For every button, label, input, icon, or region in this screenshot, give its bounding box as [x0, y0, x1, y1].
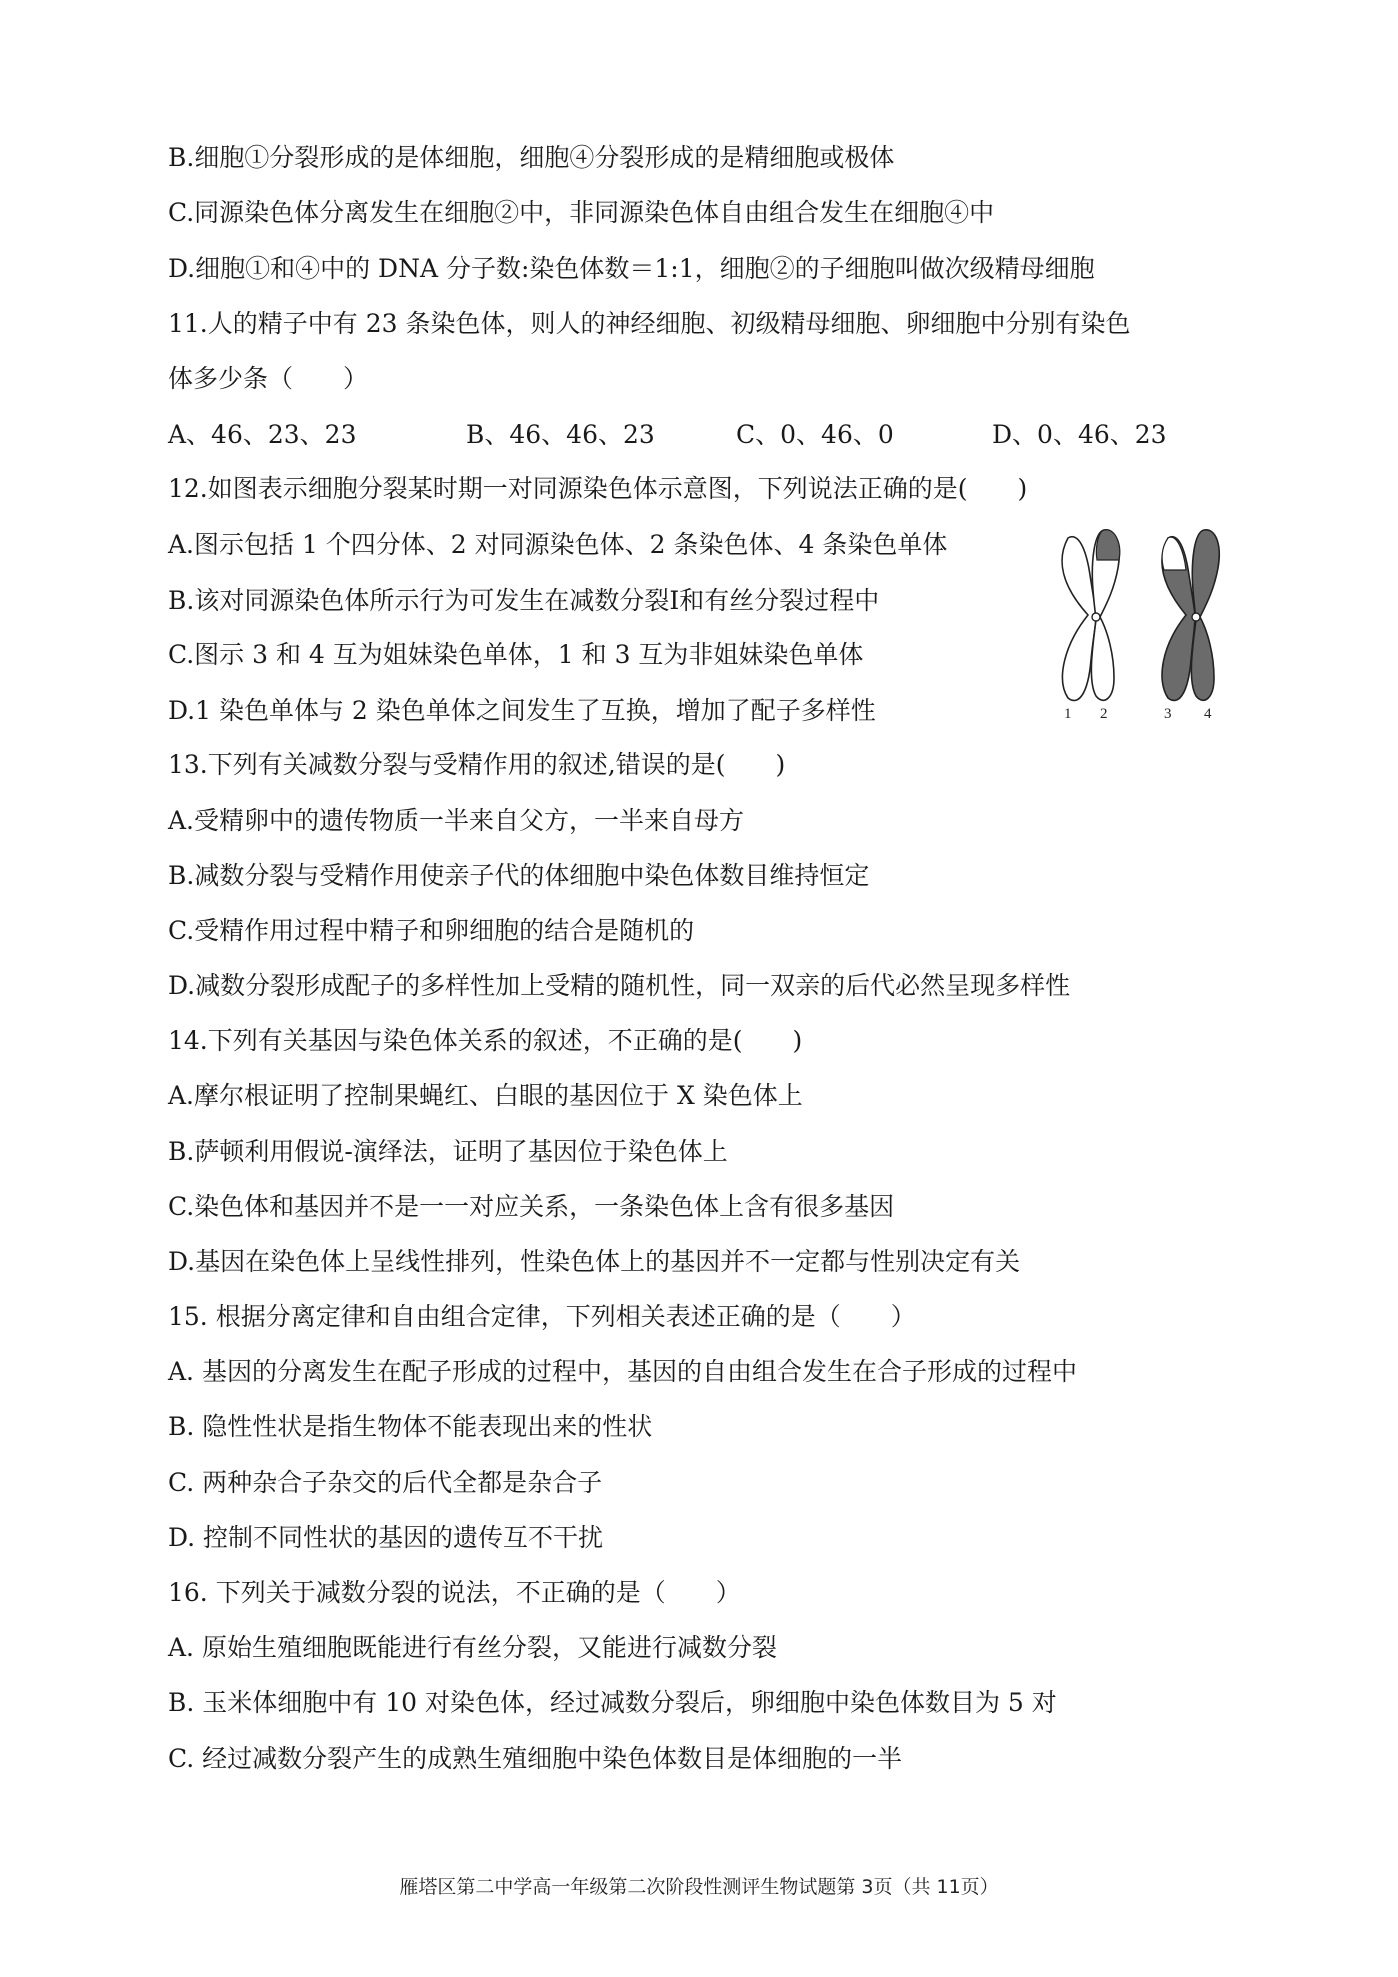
- text-line: A. 基因的分离发生在配子形成的过程中，基因的自由组合发生在合子形成的过程中: [168, 1357, 1077, 1386]
- text-line: B.减数分裂与受精作用使亲子代的体细胞中染色体数目维持恒定: [168, 861, 870, 890]
- text-line: B. 隐性性状是指生物体不能表现出来的性状: [168, 1412, 653, 1441]
- text-line: A.受精卵中的遗传物质一半来自父方，一半来自母方: [168, 806, 745, 835]
- option-c: C、0、46、0: [736, 420, 894, 449]
- figure-label-1: 1: [1064, 706, 1072, 720]
- text-line: 体多少条（ ）: [168, 364, 369, 393]
- question-16: 16. 下列关于减数分裂的说法，不正确的是（ ）: [168, 1578, 741, 1607]
- figure-label-2: 2: [1100, 706, 1108, 720]
- option-a: A、46、23、23: [168, 420, 357, 449]
- text-line: C.染色体和基因并不是一一对应关系，一条染色体上含有很多基因: [168, 1192, 895, 1221]
- chromosome-left: [1062, 530, 1120, 701]
- text-line: D.1 染色单体与 2 染色单体之间发生了互换，增加了配子多样性: [168, 696, 876, 725]
- text-line: C.图示 3 和 4 互为姐妹染色单体，1 和 3 互为非姐妹染色单体: [168, 640, 864, 669]
- text-line: A.摩尔根证明了控制果蝇红、白眼的基因位于 X 染色体上: [168, 1081, 803, 1110]
- question-13: 13.下列有关减数分裂与受精作用的叙述,错误的是( ): [168, 750, 786, 779]
- text-line: A.图示包括 1 个四分体、2 对同源染色体、2 条染色体、4 条染色单体: [168, 530, 948, 559]
- text-line: C. 两种杂合子杂交的后代全都是杂合子: [168, 1468, 603, 1497]
- text-line: B. 玉米体细胞中有 10 对染色体，经过减数分裂后，卵细胞中染色体数目为 5 对: [168, 1688, 1057, 1717]
- chromosome-right: [1162, 530, 1219, 701]
- question-12: 12.如图表示细胞分裂某时期一对同源染色体示意图，下列说法正确的是( ): [168, 474, 1028, 503]
- text-line: D.减数分裂形成配子的多样性加上受精的随机性，同一双亲的后代必然呈现多样性: [168, 971, 1071, 1000]
- text-line: A. 原始生殖细胞既能进行有丝分裂，又能进行减数分裂: [168, 1633, 777, 1662]
- homologous-chromosomes-figure: [1048, 520, 1238, 720]
- figure-label-3: 3: [1164, 706, 1172, 720]
- text-line: D. 控制不同性状的基因的遗传互不干扰: [168, 1523, 604, 1552]
- text-line: C.同源染色体分离发生在细胞②中，非同源染色体自由组合发生在细胞④中: [168, 198, 995, 227]
- text-line: B.该对同源染色体所示行为可发生在减数分裂Ⅰ和有丝分裂过程中: [168, 586, 880, 615]
- text-line: C.受精作用过程中精子和卵细胞的结合是随机的: [168, 916, 695, 945]
- page-footer: 雁塔区第二中学高一年级第二次阶段性测评生物试题第 3页（共 11页）: [399, 1876, 999, 1898]
- text-line: D.细胞①和④中的 DNA 分子数:染色体数＝1:1，细胞②的子细胞叫做次级精母细胞: [168, 254, 1095, 283]
- figure-label-4: 4: [1204, 706, 1212, 720]
- question-14: 14.下列有关基因与染色体关系的叙述，不正确的是( ): [168, 1026, 803, 1055]
- text-line: B.萨顿利用假说-演绎法，证明了基因位于染色体上: [168, 1137, 728, 1166]
- text-line: C. 经过减数分裂产生的成熟生殖细胞中染色体数目是体细胞的一半: [168, 1744, 903, 1773]
- option-d: D、0、46、23: [992, 420, 1167, 449]
- question-15: 15. 根据分离定律和自由组合定律，下列相关表述正确的是（ ）: [168, 1302, 916, 1331]
- question-11: 11.人的精子中有 23 条染色体，则人的神经细胞、初级精母细胞、卵细胞中分别有染色: [168, 309, 1131, 338]
- option-b: B、46、46、23: [466, 420, 655, 449]
- text-line: B.细胞①分裂形成的是体细胞，细胞④分裂形成的是精细胞或极体: [168, 143, 895, 172]
- text-line: D.基因在染色体上呈线性排列，性染色体上的基因并不一定都与性别决定有关: [168, 1247, 1021, 1276]
